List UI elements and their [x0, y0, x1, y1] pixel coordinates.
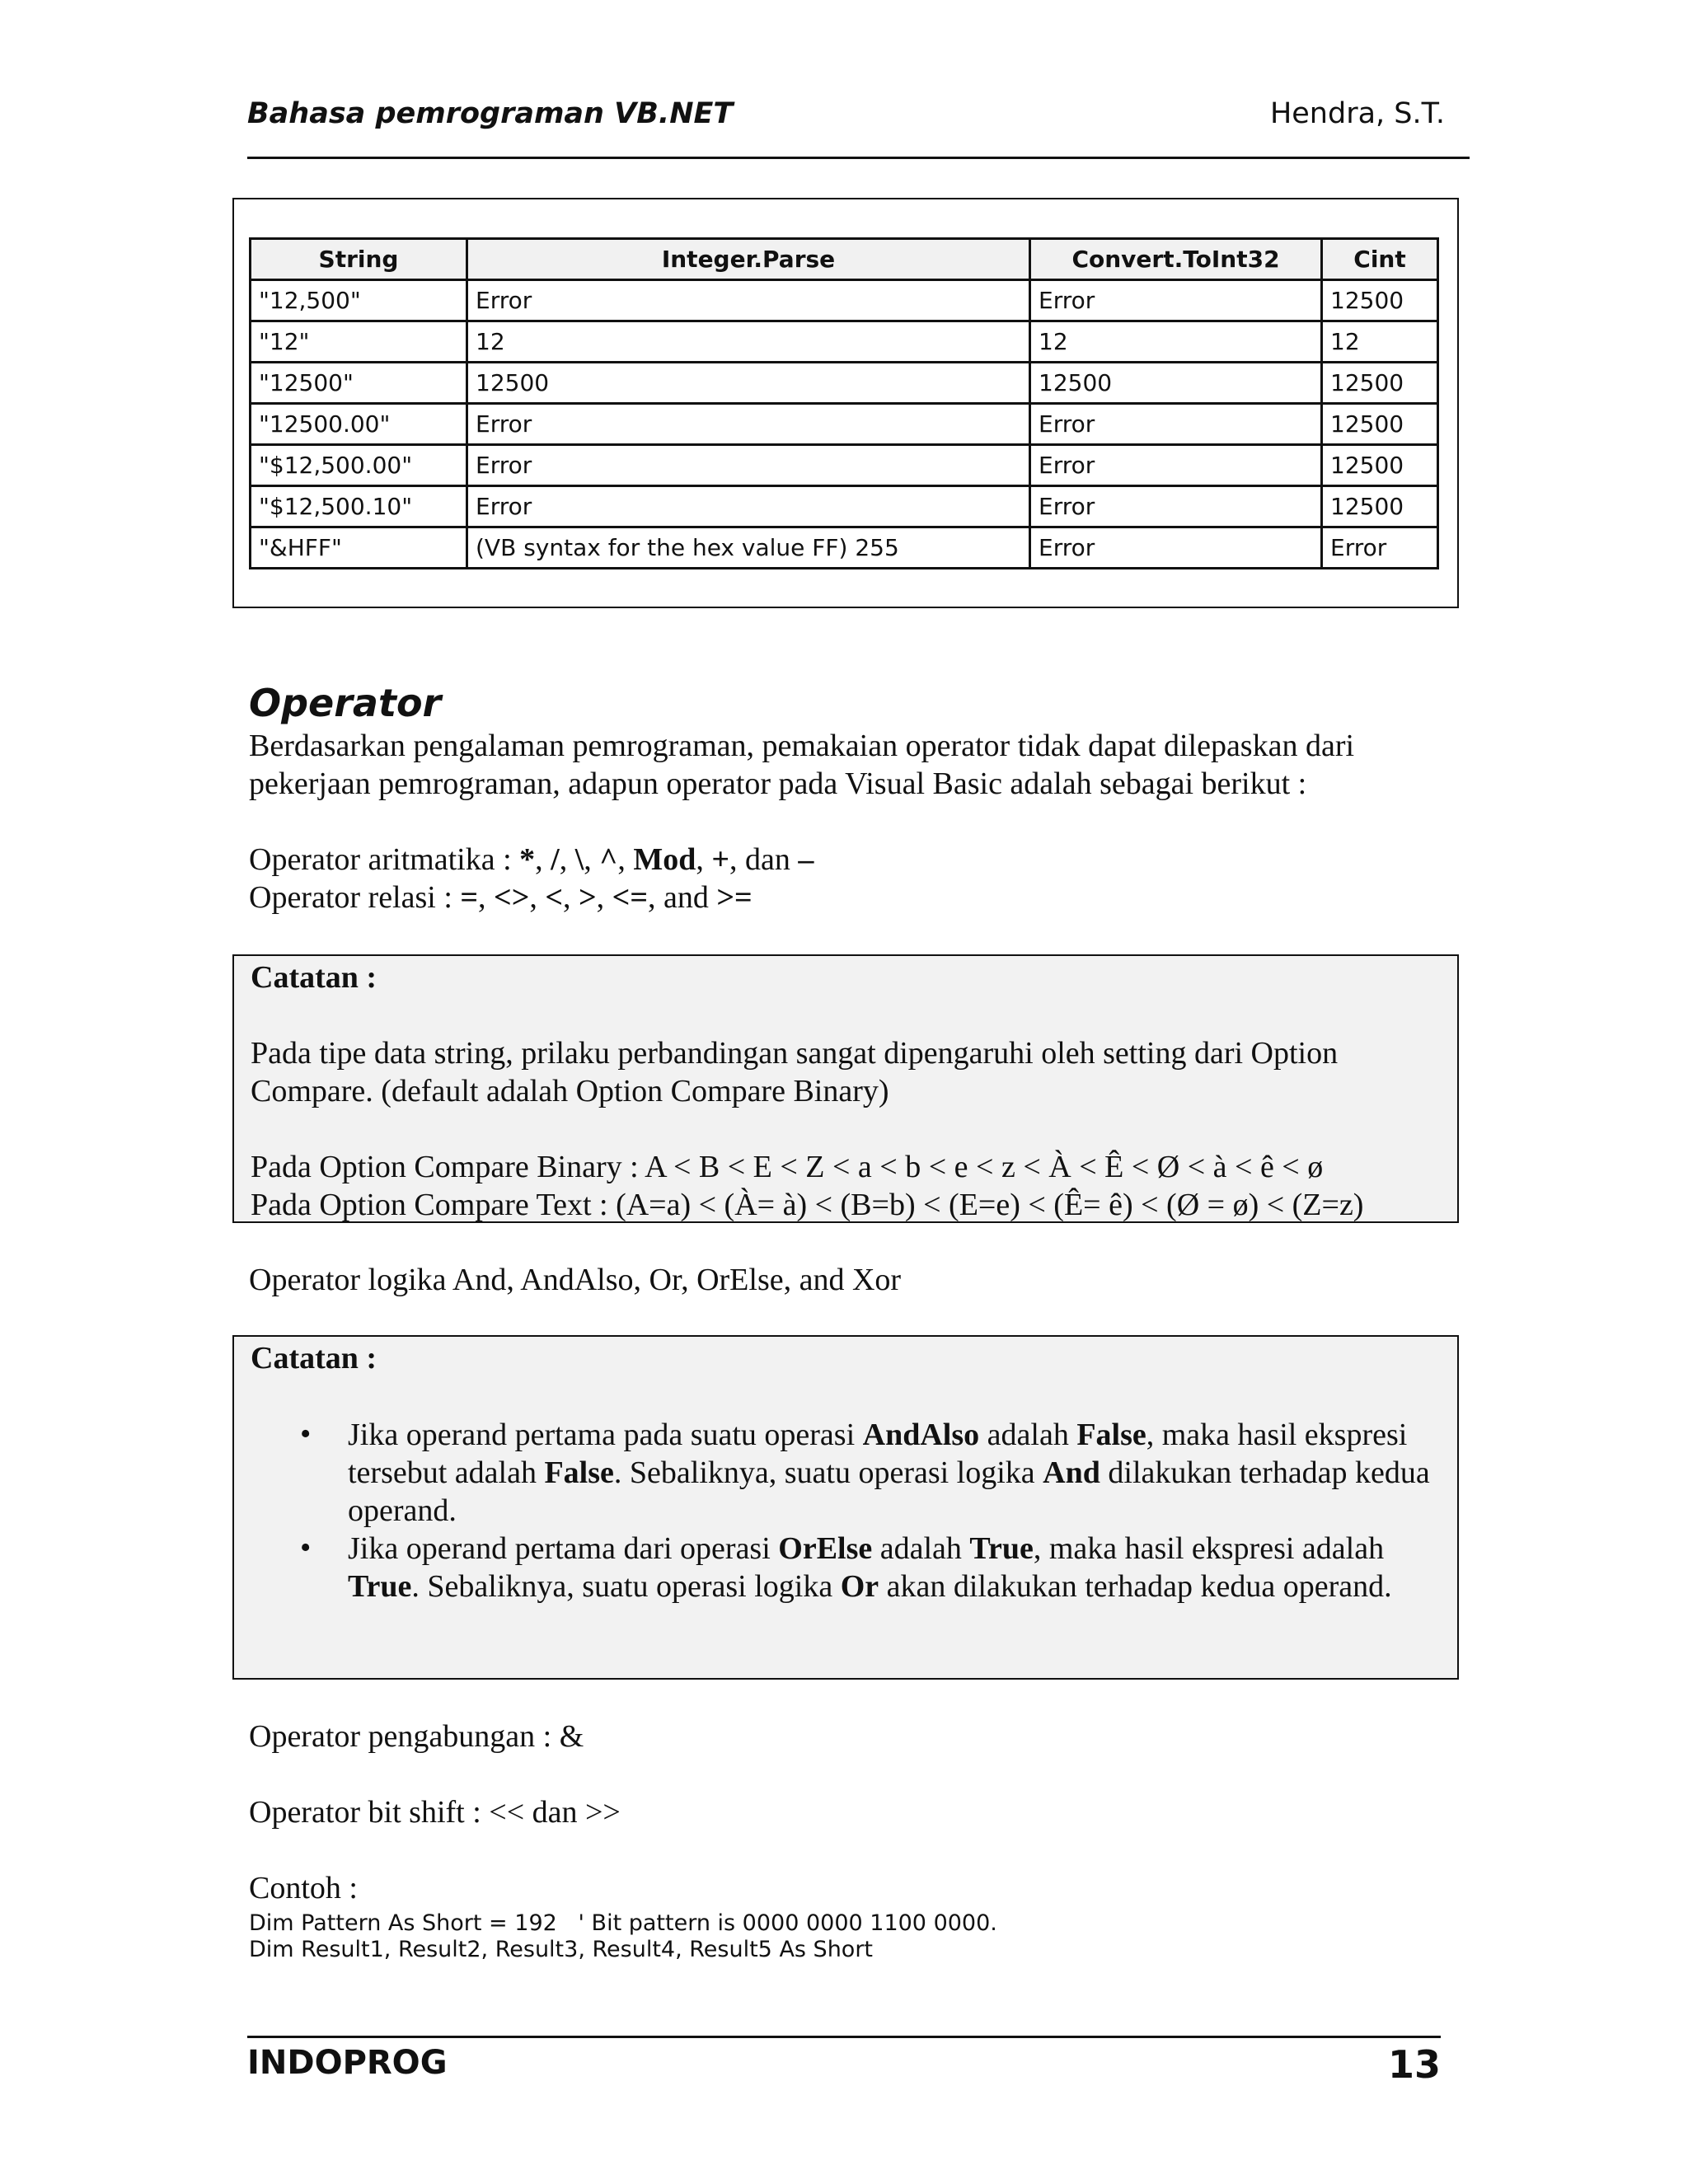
- relational-label: Operator relasi :: [249, 880, 461, 915]
- table-cell: "&HFF": [251, 527, 467, 569]
- operator-symbol: /: [551, 842, 560, 877]
- bullet-andalso: [348, 1416, 1436, 1530]
- text-run: . Sebaliknya, suatu operasi logika: [411, 1569, 841, 1604]
- footer-rule: [247, 2036, 1441, 2038]
- table-cell: Error: [1030, 486, 1322, 527]
- table-header-cell: Cint: [1322, 239, 1438, 280]
- bullet-orelse: [348, 1530, 1436, 1605]
- operator-symbol: <: [545, 880, 564, 915]
- table-cell: 12500: [1322, 445, 1438, 486]
- table-row: [251, 280, 1438, 321]
- table-cell: Error: [467, 404, 1030, 445]
- note-title: Catatan :: [251, 960, 377, 995]
- table-cell: "12500": [251, 363, 467, 404]
- operator-symbol: >: [579, 880, 597, 915]
- table-cell: Error: [1030, 404, 1322, 445]
- note-box-string-compare: [232, 954, 1459, 1223]
- table-header-cell: Convert.ToInt32: [1030, 239, 1322, 280]
- table-cell: 12500: [467, 363, 1030, 404]
- table-cell: 12500: [1322, 363, 1438, 404]
- operator-symbol: <=: [612, 880, 648, 915]
- table-cell: Error: [1030, 445, 1322, 486]
- separator: ,: [617, 842, 634, 877]
- note-box-logical: [232, 1335, 1459, 1680]
- text-run: Jika operand pertama dari operasi: [348, 1531, 779, 1566]
- table-cell: "$12,500.00": [251, 445, 467, 486]
- table-row: [251, 321, 1438, 363]
- table-cell: 12: [1322, 321, 1438, 363]
- logical-operators: Operator logika And, AndAlso, Or, OrElse, and Xor: [249, 1263, 902, 1297]
- operator-symbol: ^: [599, 842, 618, 877]
- conjunction: , dan: [729, 842, 799, 877]
- relational-operators: [249, 879, 753, 916]
- table-cell: Error: [1322, 527, 1438, 569]
- table-row: [251, 445, 1438, 486]
- header-author: Hendra, S.T.: [1269, 97, 1445, 130]
- text-run: adalah: [872, 1531, 970, 1566]
- keyword: OrElse: [778, 1531, 873, 1566]
- separator: ,: [563, 880, 579, 915]
- footer-publisher: INDOPROG: [247, 2044, 448, 2082]
- operator-symbol: –: [798, 842, 814, 877]
- header-rule: [247, 157, 1470, 159]
- table-cell: 12500: [1322, 280, 1438, 321]
- separator: ,: [478, 880, 495, 915]
- conjunction: , and: [647, 880, 717, 915]
- separator: ,: [535, 842, 551, 877]
- keyword: True: [348, 1569, 412, 1604]
- table-cell: 12500: [1322, 486, 1438, 527]
- text-run: adalah: [979, 1418, 1077, 1452]
- table-cell: "12500.00": [251, 404, 467, 445]
- text-run: , maka hasil ekspresi tersebut adalah: [348, 1418, 1408, 1490]
- operator-symbol: <>: [494, 880, 530, 915]
- code-line: Dim Result1, Result2, Result3, Result4, Result5 As Short: [249, 1937, 874, 1962]
- operator-symbol: >=: [716, 880, 753, 915]
- table-cell: Error: [467, 486, 1030, 527]
- text-run: akan dilakukan terhadap kedua operand.: [879, 1569, 1392, 1604]
- table-row: [251, 486, 1438, 527]
- table-cell: 12: [1030, 321, 1322, 363]
- header-title: Bahasa pemrograman VB.NET: [247, 97, 734, 130]
- arithmetic-label: Operator aritmatika :: [249, 842, 520, 877]
- operator-symbol: *: [519, 842, 536, 877]
- keyword: False: [544, 1455, 614, 1490]
- keyword: False: [1076, 1418, 1146, 1452]
- table-header-row: [251, 239, 1438, 280]
- table-cell: 12: [467, 321, 1030, 363]
- bullet-dot: •: [300, 1417, 312, 1451]
- table-row: [251, 527, 1438, 569]
- operator-symbol: =: [460, 880, 479, 915]
- table-cell: Error: [1030, 527, 1322, 569]
- table-header-cell: Integer.Parse: [467, 239, 1030, 280]
- note-binary-order: Pada Option Compare Binary : A < B < E < Z < a < b < e < z < À < Ê < Ø < à < ê < ø: [251, 1150, 1324, 1184]
- separator: ,: [584, 842, 600, 877]
- bullet-dot: •: [300, 1530, 312, 1565]
- operator-symbol: \: [574, 842, 584, 877]
- note-title: Catatan :: [251, 1341, 377, 1376]
- operator-symbol: +: [711, 842, 730, 877]
- text-run: . Sebaliknya, suatu operasi logika: [613, 1455, 1043, 1490]
- bitshift-operator: Operator bit shift : << dan >>: [249, 1795, 621, 1830]
- section-heading: Operator: [249, 681, 442, 725]
- intro-line: pekerjaan pemrograman, adapun operator pada Visual Basic adalah sebagai berikut :: [249, 766, 1307, 801]
- intro-line: Berdasarkan pengalaman pemrograman, pemakaian operator tidak dapat dilepaskan dari: [249, 729, 1355, 763]
- table-cell: 12500: [1030, 363, 1322, 404]
- table-cell: Error: [1030, 280, 1322, 321]
- keyword: Or: [840, 1569, 879, 1604]
- table-cell: Error: [467, 445, 1030, 486]
- table-cell: "12,500": [251, 280, 467, 321]
- table-row: [251, 404, 1438, 445]
- table-header-cell: String: [251, 239, 467, 280]
- table-cell: "$12,500.10": [251, 486, 467, 527]
- concat-operator: Operator pengabungan : &: [249, 1719, 584, 1754]
- table-row: [251, 363, 1438, 404]
- separator: ,: [596, 880, 612, 915]
- note-line: Compare. (default adalah Option Compare Binary): [251, 1074, 889, 1108]
- keyword: AndAlso: [862, 1418, 980, 1452]
- table-cell: "12": [251, 321, 467, 363]
- table-cell: Error: [467, 280, 1030, 321]
- keyword: True: [969, 1531, 1034, 1566]
- separator: ,: [696, 842, 712, 877]
- separator: ,: [529, 880, 546, 915]
- page-number: 13: [1387, 2042, 1441, 2087]
- note-text-order: Pada Option Compare Text : (A=a) < (À= à) < (B=b) < (E=e) < (Ê= ê) < (Ø = ø) < (Z=z): [251, 1188, 1364, 1222]
- code-line: Dim Pattern As Short = 192 ' Bit pattern is 0000 0000 1100 0000.: [249, 1910, 997, 1936]
- operator-symbol: Mod: [633, 842, 696, 877]
- conversion-table: [249, 237, 1439, 569]
- keyword: And: [1043, 1455, 1100, 1490]
- example-label: Contoh :: [249, 1871, 358, 1905]
- note-line: Pada tipe data string, prilaku perbandingan sangat dipengaruhi oleh setting dari Option: [251, 1036, 1339, 1071]
- arithmetic-operators: [249, 841, 814, 879]
- text-run: , maka hasil ekspresi adalah: [1033, 1531, 1385, 1566]
- separator: ,: [559, 842, 575, 877]
- text-run: dilakukan terhadap kedua operand.: [348, 1455, 1430, 1528]
- table-cell: (VB syntax for the hex value FF) 255: [467, 527, 1030, 569]
- text-run: Jika operand pertama pada suatu operasi: [348, 1418, 863, 1452]
- table-cell: 12500: [1322, 404, 1438, 445]
